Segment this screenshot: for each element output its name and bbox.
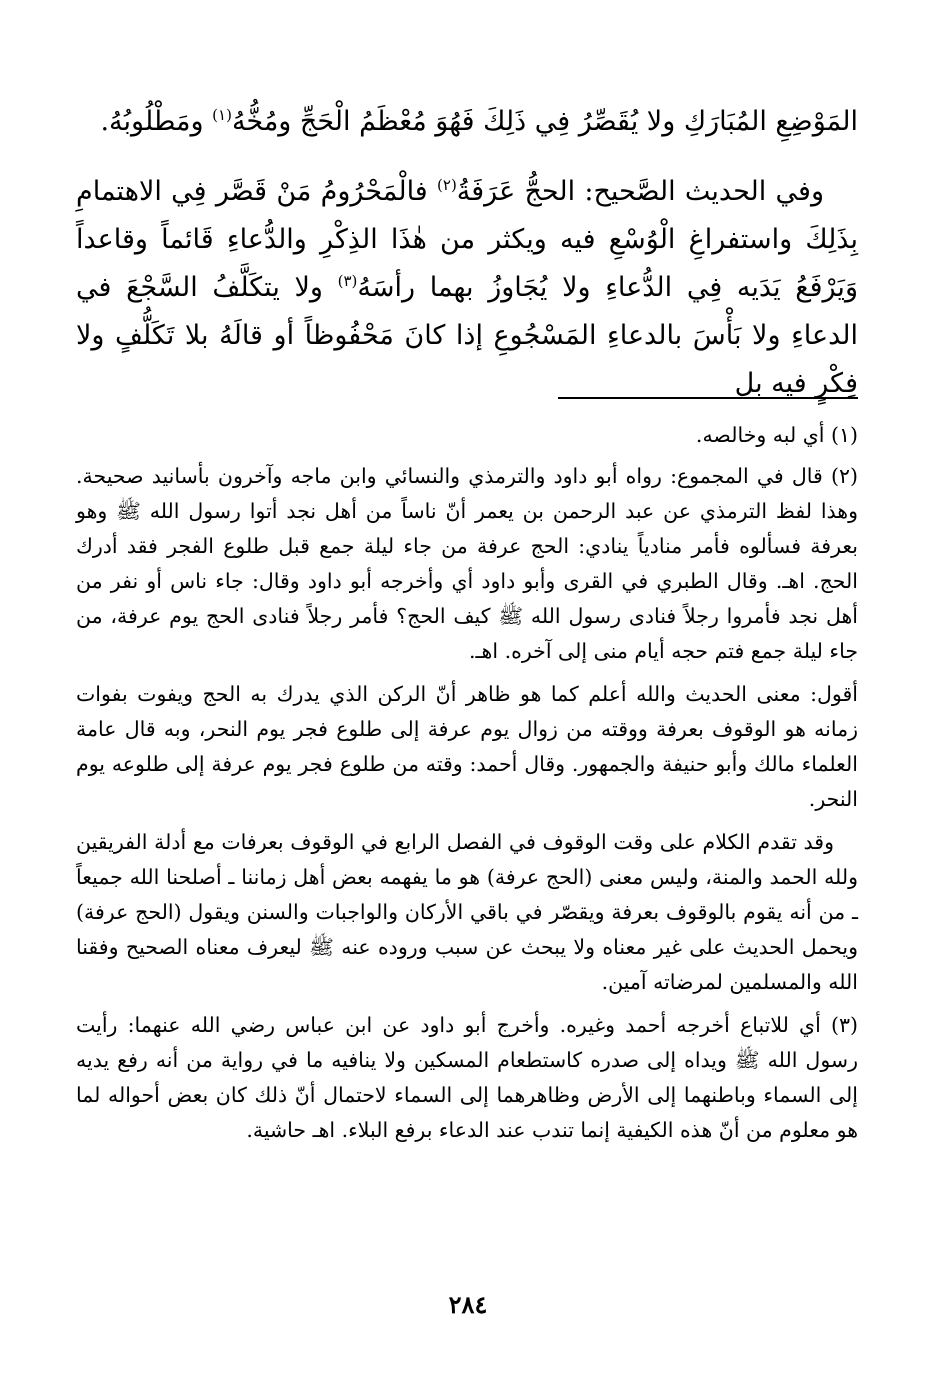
main-paragraph-1 xyxy=(76,98,858,146)
footnote-separator xyxy=(558,397,858,399)
footnote-marker-3: (٣) xyxy=(337,272,358,290)
footnote-marker-1: (١) xyxy=(212,106,232,124)
footnote-2: (٢) قال في المجموع: رواه أبو داود والترمذي والنسائي وابن ماجه وآخرون بأسانيد صحيحة. وهذا لفظ الترمذي عن عبد الرحمن بن يعمر أنّ ناساً من أهل نجد أتوا رسول الله ﷺ وهو بعرفة فسألوه فأمر منادياً ينادي: الحج عرفة من جاء ليلة جمع قبل طلوع الفجر فقد أدرك الحج. اهـ. وقال الطبري في القرى وأبو داود أي وأخرجه أبو داود وقال: جاء ناس أو نفر من أهل نجد فأمروا رجلاً فنادى رسول الله ﷺ كيف الحج؟ فأمر رجلاً فنادى الحج يوم عرفة، من جاء ليلة جمع فتم حجه أيام منى إلى آخره. اهـ. xyxy=(76,464,858,663)
page-number: ٢٨٤ xyxy=(448,1290,488,1319)
footnote-3: (٣) أي للاتباع أخرجه أحمد وغيره. وأخرج أبو داود عن ابن عباس رضي الله عنهما: رأيت رسول الله ﷺ ويداه إلى صدره كاستطعام المسكين ولا ينافيه ما في رواية من أنه رفع يديه إلى السماء وباطنهما إلى الأرض وظاهرهما إلى السماء لاحتمال أنّ ذلك كان بعض أحواله لما هو معلوم من أنّ هذه الكيفية إنما تندب عند الدعاء برفع البلاء. اهـ حاشية. xyxy=(76,1013,858,1142)
footnotes xyxy=(76,418,858,1156)
footnote-2-continuation: وقد تقدم الكلام على وقت الوقوف في الفصل الرابع في الوقوف بعرفات مع أدلة الفريقين ولله الحمد والمنة، وليس معنى (الحج عرفة) هو ما يفهمه بعض أهل زماننا ـ أصلحنا الله جميعاً ـ من أنه يقوم بالوقوف بعرفة ويقصّر في باقي الأركان والواجبات والسنن ويقول (الحج عرفة) ويحمل الحديث على غير معناه ولا يبحث عن سبب وروده عنه ﷺ ليعرف معناه الصحيح وفقنا الله والمسلمين لمرضاته آمين. xyxy=(76,830,858,994)
main-paragraph-1-end: ومَطْلُوبُهُ. xyxy=(100,106,213,137)
main-paragraph-1-text: المَوْضِعِ المُبَارَكِ ولا يُقَصِّرُ فِي ذَلِكَ فَهُوَ مُعْظَمُ الْحَجِّ ومُخُّهُ xyxy=(231,106,858,137)
footnote-marker-2: (٢) xyxy=(437,176,457,194)
main-paragraph-2 xyxy=(76,168,858,408)
main-text xyxy=(76,98,858,408)
footnote-1: (١) أي لبه وخالصه. xyxy=(695,423,858,447)
main-paragraph-2-text-a: وفي الحديث الصَّحيح: الحجُّ عَرَفَةُ xyxy=(456,176,824,207)
main-paragraph-2-text-b: فالْمَحْرُومُ مَنْ قَصَّر فِي الاهتمامِ بِذَلِكَ واستفراغِ الْوُسْعِ فيه ويكثر من هٰذَا الذِكْرِ والدُّعاءِ قَائماً وقاعداً وَيَرْفَعُ يَدَيه فِي الدُّعاءِ ولا يُجَاوزُ بهما رأسَهُ xyxy=(76,176,858,303)
footnote-2-commentary: أقول: معنى الحديث والله أعلم كما هو ظاهر أنّ الركن الذي يدرك به الحج ويفوت بفوات زمانه هو الوقوف بعرفة ووقته من زوال يوم عرفة إلى طلوع فجر يوم النحر، وبه قال عامة العلماء مالك وأبو حنيفة والجمهور. وقال أحمد: وقته من طلوع فجر يوم عرفة إلى طلوعه يوم النحر. xyxy=(76,682,858,811)
main-paragraph-2-text-c: ولا يتكَلَّفُ السَّجْعَ في الدعاءِ ولا بَأْسَ بالدعاءِ المَسْجُوعِ إذا كانَ مَحْفُوظاً أو قالَهُ بلا تَكَلُّفٍ ولا فِكْرٍ فيه بل xyxy=(76,272,858,399)
